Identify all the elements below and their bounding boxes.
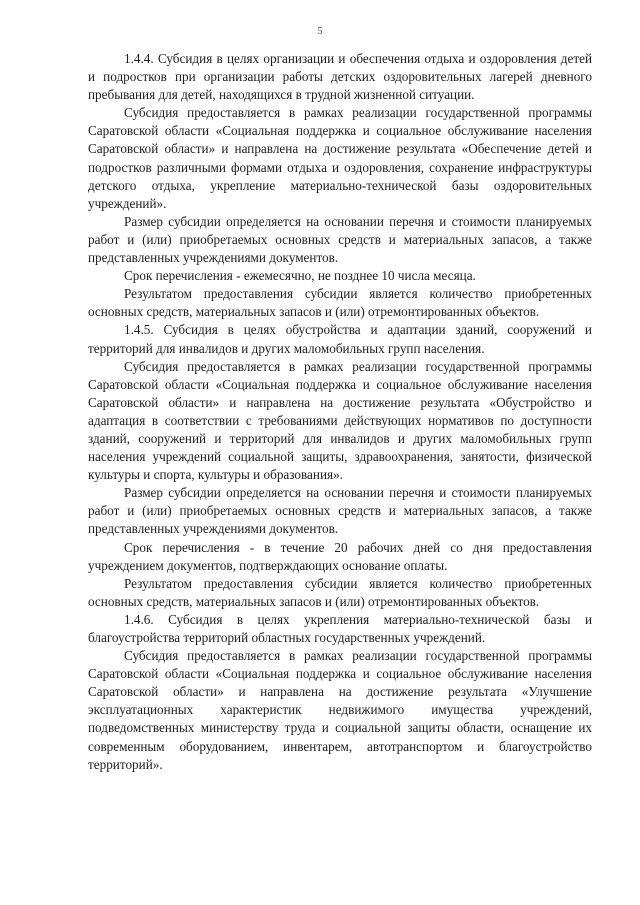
paragraph: Размер субсидии определяется на основании перечня и стоимости планируемых работ и (или) приобретаемых основных средств и материальных запасов, а также представленных учреждениями документов. bbox=[88, 485, 592, 537]
paragraph: Срок перечисления - ежемесячно, не позднее 10 числа месяца. bbox=[124, 268, 476, 284]
paragraph: Размер субсидии определяется на основании перечня и стоимости планируемых работ и (или) приобретаемых основных средств и материальных запасов, а также представленных учреждениями документов. bbox=[88, 213, 592, 266]
paragraph: Срок перечисления - в течение 20 рабочих дней со дня предоставления учреждением документов, подтверждающих основание оплаты. bbox=[88, 539, 592, 573]
page-number: 5 bbox=[317, 26, 323, 37]
section-heading-1-4-5: 1.4.5. Субсидия в целях обустройства и адаптации зданий, сооружений и территорий для инвалидов и других маломобильных групп населения. bbox=[88, 322, 592, 356]
paragraph: Результатом предоставления субсидии является количество приобретенных основных средств, материальных запасов и (или) отремонтированных объектов. bbox=[88, 575, 592, 609]
paragraph: Результатом предоставления субсидии является количество приобретенных основных средств, материальных запасов и (или) отремонтированных объектов. bbox=[88, 286, 592, 320]
paragraph: Субсидия предоставляется в рамках реализации государственной программы Саратовской области «Социальная поддержка и социальное обслуживание населения Саратовской области» и направлена на достижение результата «Обустройство и адаптация в соответствии с требованиями действующих нормативов по доступности зданий, сооружений и территорий для инвалидов и других маломобильных групп населения учреждений социальной защиты, здравоохранения, занятости, физической культуры и спорта, культуры и образования». bbox=[88, 358, 592, 483]
section-heading-1-4-6: 1.4.6. Субсидия в целях укрепления материально-технической базы и благоустройства территорий областных государственных учреждений. bbox=[88, 611, 592, 645]
paragraph: Субсидия предоставляется в рамках реализации государственной программы Саратовской области «Социальная поддержка и социальное обслуживание населения Саратовской области» и направлена на достижение результата «Улучшение эксплуатационных характеристик недвижимого имущества учреждений, подведомственных министерству труда и социальной защиты области, оснащение их современным оборудованием, инвентарем, автотранспортом и благоустройство территорий». bbox=[88, 648, 592, 772]
document-body bbox=[88, 50, 592, 774]
paragraph: Субсидия предоставляется в рамках реализации государственной программы Саратовской области «Социальная поддержка и социальное обслуживание населения Саратовской области» и направлена на достижение результата «Обеспечение детей и подростков различными формами отдыха и оздоровления, сохранение инфраструктуры детского отдыха, укрепление материально-технической базы оздоровительных учреждений». bbox=[88, 105, 592, 211]
section-heading-1-4-4: 1.4.4. Субсидия в целях организации и обеспечения отдыха и оздоровления детей и подростков при организации работы детских оздоровительных лагерей дневного пребывания для детей, находящихся в трудной жизненной ситуации. bbox=[88, 51, 592, 103]
